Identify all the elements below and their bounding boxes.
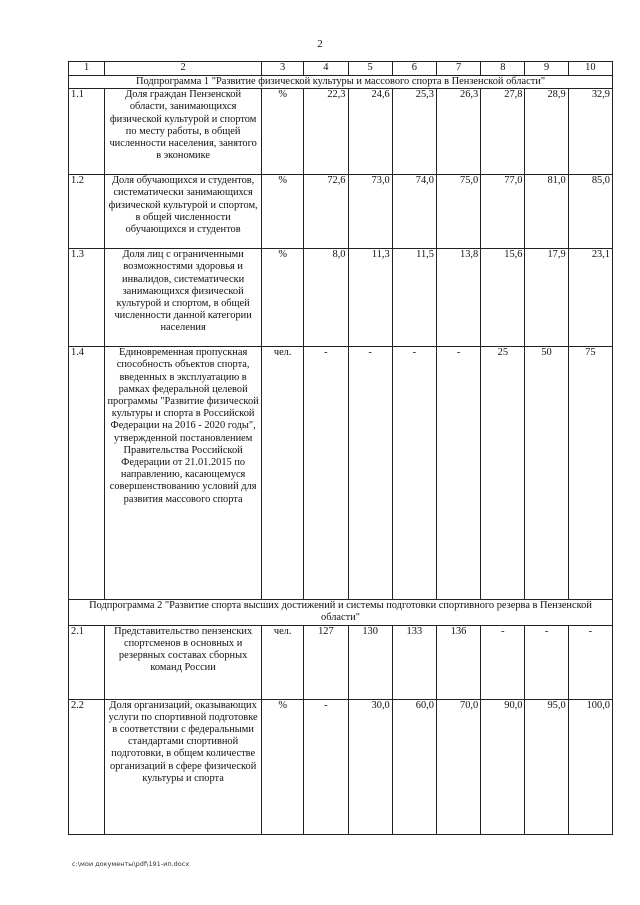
value: 32,9 — [568, 89, 612, 175]
value: 75,0 — [436, 175, 480, 249]
indicator-name: Доля лиц с ограниченными возможностями здоровья и инвалидов, систематически занимающихся физической культурой и спортом, в общей численности данной категории населения — [105, 249, 262, 347]
unit: чел. — [262, 347, 304, 600]
col-header: 8 — [481, 62, 525, 76]
value: - — [348, 347, 392, 600]
unit: % — [262, 699, 304, 834]
table-row — [69, 347, 613, 600]
value: 77,0 — [481, 175, 525, 249]
value: 13,8 — [436, 249, 480, 347]
unit: % — [262, 249, 304, 347]
unit: % — [262, 175, 304, 249]
value: 8,0 — [304, 249, 348, 347]
value: 28,9 — [525, 89, 568, 175]
table-row — [69, 249, 613, 347]
value: 81,0 — [525, 175, 568, 249]
col-header: 5 — [348, 62, 392, 76]
subprogram-1-title: Подпрограмма 1 "Развитие физической культуры и массового спорта в Пензенской области" — [69, 76, 613, 89]
value: 30,0 — [348, 699, 392, 834]
value: - — [304, 699, 348, 834]
table-row — [69, 699, 613, 834]
value: 127 — [304, 625, 348, 699]
indicator-name: Единовременная пропускная способность объектов спорта, введенных в эксплуатацию в рамках федеральной целевой программы "Развитие физической культуры и спорта в Российской Федерации на 2016 - 2020 годы", утвержденной постановлением Правительства Российской Федерации от 21.01.2015 по направлению, касающемуся совершенствованию условий для развития массового спорта — [105, 347, 262, 600]
col-header: 7 — [436, 62, 480, 76]
value: 70,0 — [436, 699, 480, 834]
row-index: 1.2 — [69, 175, 105, 249]
value: - — [481, 625, 525, 699]
value: 11,3 — [348, 249, 392, 347]
indicator-name: Доля организаций, оказывающих услуги по спортивной подготовке в соответствии с федеральными стандартами спортивной подготовки, в общем количестве организаций в сфере физической культуры и спорта — [105, 699, 262, 834]
col-header: 3 — [262, 62, 304, 76]
value: 133 — [392, 625, 436, 699]
value: 25 — [481, 347, 525, 600]
table-row — [69, 625, 613, 699]
subprogram-2-title: Подпрограмма 2 "Развитие спорта высших достижений и системы подготовки спортивного резерва в Пензенской области" — [69, 600, 613, 625]
col-header: 9 — [525, 62, 568, 76]
indicators-table — [68, 61, 613, 835]
value: - — [304, 347, 348, 600]
page-number: 2 — [317, 38, 323, 50]
value: 17,9 — [525, 249, 568, 347]
value: 23,1 — [568, 249, 612, 347]
col-header: 1 — [69, 62, 105, 76]
unit: чел. — [262, 625, 304, 699]
value: - — [568, 625, 612, 699]
indicator-name: Представительство пензенских спортсменов в основных и резервных составах сборных команд России — [105, 625, 262, 699]
value: 95,0 — [525, 699, 568, 834]
value: 90,0 — [481, 699, 525, 834]
value: 50 — [525, 347, 568, 600]
row-index: 2.1 — [69, 625, 105, 699]
file-path-footer: c:\мои документы\pdf\191-ип.docx — [72, 860, 190, 868]
col-header: 2 — [105, 62, 262, 76]
indicator-name: Доля граждан Пензенской области, занимающихся физической культурой и спортом по месту работы, в общей численности населения, занятого в экономике — [105, 89, 262, 175]
value: 15,6 — [481, 249, 525, 347]
row-index: 1.4 — [69, 347, 105, 600]
value: 25,3 — [392, 89, 436, 175]
value: 27,8 — [481, 89, 525, 175]
value: 130 — [348, 625, 392, 699]
col-header: 10 — [568, 62, 612, 76]
row-index: 2.2 — [69, 699, 105, 834]
value: - — [392, 347, 436, 600]
value: 60,0 — [392, 699, 436, 834]
indicator-name: Доля обучающихся и студентов, систематически занимающихся физической культурой и спортом, в общей численности обучающихся и студентов — [105, 175, 262, 249]
value: - — [436, 347, 480, 600]
table-row — [69, 175, 613, 249]
value: - — [525, 625, 568, 699]
subprogram-row — [69, 600, 613, 625]
value: 74,0 — [392, 175, 436, 249]
row-index: 1.3 — [69, 249, 105, 347]
col-header: 4 — [304, 62, 348, 76]
value: 75 — [568, 347, 612, 600]
table-row — [69, 89, 613, 175]
value: 11,5 — [392, 249, 436, 347]
value: 72,6 — [304, 175, 348, 249]
col-header: 6 — [392, 62, 436, 76]
value: 136 — [436, 625, 480, 699]
value: 85,0 — [568, 175, 612, 249]
row-index: 1.1 — [69, 89, 105, 175]
value: 73,0 — [348, 175, 392, 249]
value: 100,0 — [568, 699, 612, 834]
subprogram-row — [69, 76, 613, 89]
column-number-row — [69, 62, 613, 76]
value: 26,3 — [436, 89, 480, 175]
unit: % — [262, 89, 304, 175]
value: 24,6 — [348, 89, 392, 175]
value: 22,3 — [304, 89, 348, 175]
